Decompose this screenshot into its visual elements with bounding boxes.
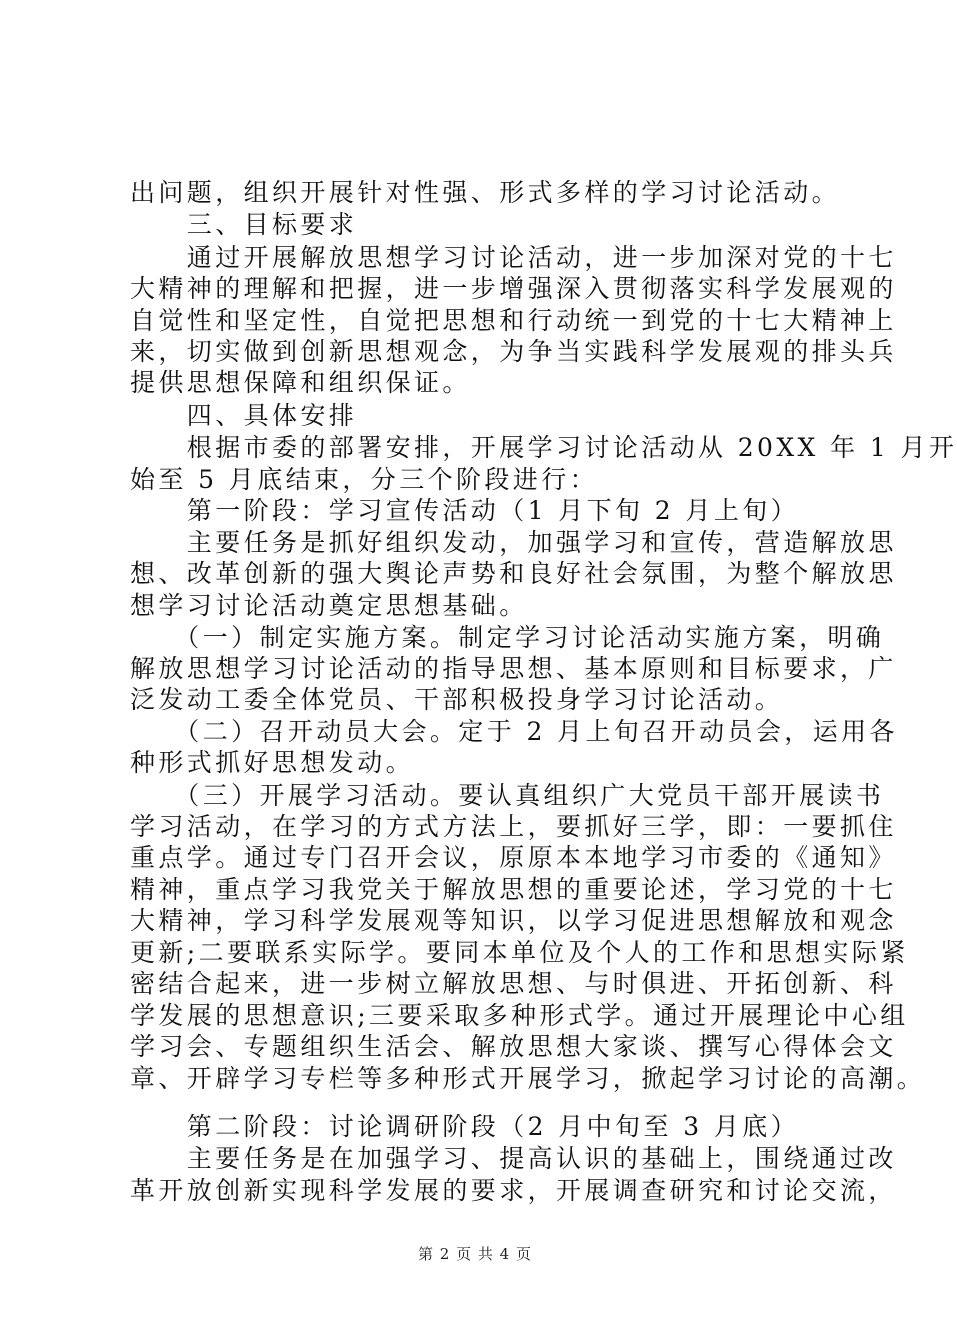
text-line: 大精神的理解和把握，进一步增强深入贯彻落实科学发展观的 (130, 274, 897, 303)
text-line: 密结合起来，进一步树立解放思想、与时俱进、开拓创新、科 (130, 969, 897, 998)
text-line: 精神，重点学习我党关于解放思想的重要论述，学习党的十七 (130, 875, 897, 904)
text-line: 更新;二要联系实际学。要同本单位及个人的工作和思想实际紧 (130, 938, 909, 967)
text-line: 三、目标要求 (130, 210, 358, 239)
text-line: 学发展的思想意识;三要采取多种形式学。通过开展理论中心组 (130, 1001, 909, 1030)
text-line: 革开放创新实现科学发展的要求，开展调查研究和讨论交流， (130, 1176, 897, 1205)
text-line: 泛发动工委全体党员、干部积极投身学习讨论活动。 (130, 685, 784, 714)
text-line: 种形式抓好思想发动。 (130, 748, 415, 777)
text-line: （三）开展学习活动。要认真组织广大党员干部开展读书 (130, 781, 885, 810)
text-line: 提供思想保障和组织保证。 (130, 368, 471, 397)
text-line: 主要任务是抓好组织发动，加强学习和宣传，营造解放思 (130, 528, 897, 557)
text-line: 章、开辟学习专栏等多种形式开展学习，掀起学习讨论的高潮。 (130, 1064, 926, 1093)
text-line: 第二阶段：讨论调研阶段（2 月中旬至 3 月底） (130, 1112, 800, 1141)
text-line: （二）召开动员大会。定于 2 月上旬召开动员会，运用各 (130, 717, 898, 746)
page-footer: 第 2 页 共 4 页 (418, 1245, 532, 1263)
text-line: （一）制定实施方案。制定学习讨论活动实施方案，明确 (130, 623, 885, 652)
text-line: 想学习讨论活动奠定思想基础。 (130, 591, 528, 620)
text-line: 自觉性和坚定性，自觉把思想和行动统一到党的十七大精神上 (130, 306, 897, 335)
text-line: 主要任务是在加强学习、提高认识的基础上，围绕通过改 (130, 1144, 897, 1173)
text-line: 第一阶段：学习宣传活动（1 月下旬 2 月上旬） (130, 496, 800, 525)
text-line: 通过开展解放思想学习讨论活动，进一步加深对党的十七 (130, 243, 897, 272)
text-line: 根据市委的部署安排，开展学习讨论活动从 20XX 年 1 月开 (130, 433, 957, 462)
text-line: 解放思想学习讨论活动的指导思想、基本原则和目标要求，广 (130, 654, 897, 683)
text-line: 四、具体安排 (130, 401, 358, 430)
text-line: 大精神，学习科学发展观等知识，以学习促进思想解放和观念 (130, 906, 897, 935)
text-line: 来，切实做到创新思想观念，为争当实践科学发展观的排头兵 (130, 337, 897, 366)
text-line: 始至 5 月底结束，分三个阶段进行： (130, 465, 599, 494)
text-line: 学习会、专题组织生活会、解放思想大家谈、撰写心得体会文 (130, 1032, 897, 1061)
text-line: 学习活动，在学习的方式方法上，要抓好三学，即：一要抓住 (130, 812, 897, 841)
text-line: 重点学。通过专门召开会议，原原本本地学习市委的《通知》 (130, 843, 897, 872)
text-line: 想、改革创新的强大舆论声势和良好社会氛围，为整个解放思 (130, 559, 897, 588)
text-line: 出问题，组织开展针对性强、形式多样的学习讨论活动。 (130, 178, 841, 207)
